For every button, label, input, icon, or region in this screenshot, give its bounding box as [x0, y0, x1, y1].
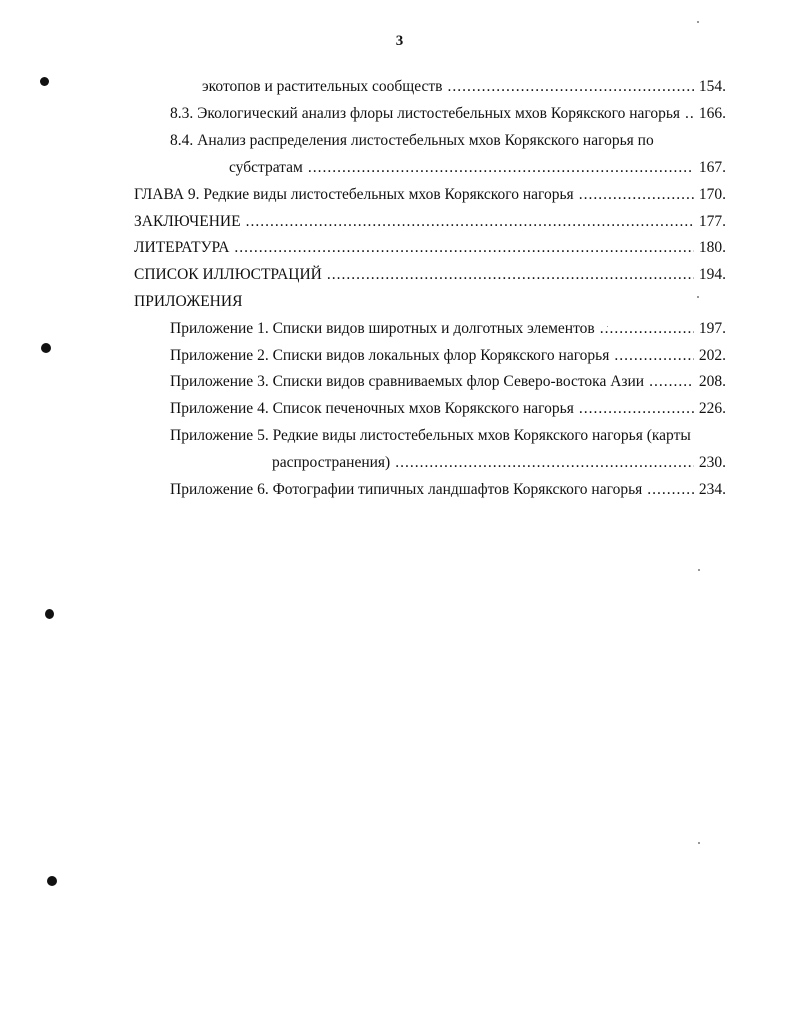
toc-entry-title: ПРИЛОЖЕНИЯ: [134, 293, 243, 310]
scan-spot: [47, 876, 57, 886]
toc-entry: [202, 76, 726, 98]
dot-leader: [395, 452, 694, 474]
toc-entry-title: субстратам: [229, 159, 303, 176]
dot-leader: [685, 103, 694, 125]
toc-entry-title: Приложение 1. Списки видов широтных и долготных элементов: [170, 320, 595, 337]
toc-entry: [170, 130, 654, 152]
toc-entry: [134, 291, 242, 313]
toc-entry-title: ГЛАВА 9. Редкие виды листостебельных мхов Корякского нагорья: [134, 186, 574, 203]
toc-entry: [229, 157, 726, 179]
toc-entry-page: 234.: [698, 481, 726, 498]
dot-leader: [447, 76, 693, 98]
toc-entry-title: 8.3. Экологический анализ флоры листостебельных мхов Корякского нагорья: [170, 105, 681, 122]
toc-entry-page: 194.: [698, 266, 726, 283]
toc-entry-page: 154.: [698, 78, 726, 95]
scan-speck: [697, 296, 699, 298]
toc-entry-page: 170.: [698, 186, 726, 203]
page-number: 3: [395, 33, 404, 49]
toc-entry: [170, 398, 726, 420]
toc-entry-page: 180.: [698, 239, 726, 256]
toc-entry-title: экотопов и растительных сообществ: [202, 78, 443, 95]
toc-entry-page: 208.: [698, 373, 726, 390]
toc-entry-page: 177.: [698, 213, 726, 230]
toc-entry-title: Приложение 5. Редкие виды листостебельных мхов Корякского нагорья (карты: [170, 427, 691, 444]
toc-entry-title: ЛИТЕРАТУРА: [134, 239, 230, 256]
toc-entry: [134, 237, 726, 259]
toc-entry-title: распространения): [272, 454, 391, 471]
toc-entry: [134, 184, 726, 206]
toc-entry-page: 226.: [698, 400, 726, 417]
dot-leader: [649, 371, 694, 393]
toc-entry-title: 8.4. Анализ распределения листостебельных мхов Корякского нагорья по: [170, 132, 654, 149]
toc-entry: [170, 479, 726, 501]
toc-entry: [170, 425, 691, 447]
toc-entry-page: 167.: [698, 159, 726, 176]
toc-entry: [170, 103, 726, 125]
toc-entry-page: 197.: [698, 320, 726, 337]
scan-speck: [698, 569, 700, 571]
scan-spot: [41, 343, 51, 353]
toc-entry-title: Приложение 2. Списки видов локальных флор Корякского нагорья: [170, 347, 610, 364]
toc-entry: [170, 345, 726, 367]
toc-entry-page: 166.: [698, 105, 726, 122]
dot-leader: [614, 345, 694, 367]
toc-entry: [170, 371, 726, 393]
toc-entry-title: Приложение 4. Список печеночных мхов Корякского нагорья: [170, 400, 574, 417]
dot-leader: [308, 157, 694, 179]
dot-leader: [234, 237, 693, 259]
toc-entry-page: 230.: [698, 454, 726, 471]
scan-spot: [40, 77, 49, 86]
dot-leader: [327, 264, 694, 286]
scan-speck: [697, 21, 699, 23]
toc-entry-title: СПИСОК ИЛЛЮСТРАЦИЙ: [134, 266, 322, 283]
dot-leader: [579, 398, 694, 420]
toc-entry: [134, 211, 726, 233]
dot-leader: [647, 479, 694, 501]
toc-entry-title: Приложение 6. Фотографии типичных ландшафтов Корякского нагорья: [170, 481, 643, 498]
toc-entry: [134, 264, 726, 286]
toc-entry-title: Приложение 3. Списки видов сравниваемых флор Северо-востока Азии: [170, 373, 645, 390]
scan-spot: [45, 609, 54, 619]
toc-entry-page: 202.: [698, 347, 726, 364]
dot-leader: [579, 184, 694, 206]
dot-leader: [600, 318, 694, 340]
toc-entry: [272, 452, 726, 474]
toc-entry: [170, 318, 726, 340]
scan-speck: [698, 842, 700, 844]
toc-entry-title: ЗАКЛЮЧЕНИЕ: [134, 213, 241, 230]
dot-leader: [246, 211, 694, 233]
scan-speck: [607, 326, 608, 327]
